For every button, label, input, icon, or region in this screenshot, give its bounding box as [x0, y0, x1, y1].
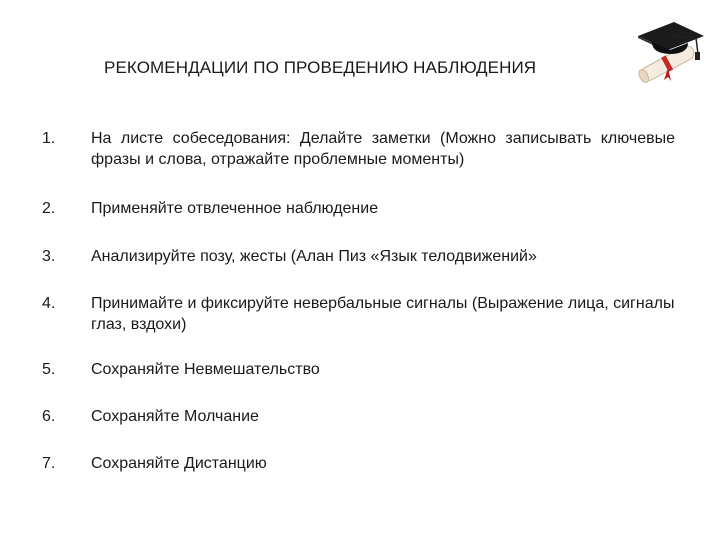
- item-text: Применяйте отвлеченное наблюдение: [91, 200, 379, 217]
- item-number: 4.: [42, 295, 56, 312]
- item-text: Сохраняйте Дистанцию: [91, 455, 267, 472]
- item-text: На листе собеседования: Делайте заметки (Можно записывать ключевые фразы и слова, отражайте проблемные моменты): [91, 130, 675, 168]
- graduation-cap-diploma-icon: [628, 14, 708, 84]
- item-number: 6.: [42, 408, 56, 425]
- item-number: 3.: [42, 248, 56, 265]
- item-number: 7.: [42, 455, 56, 472]
- item-text: Сохраняйте Молчание: [91, 408, 259, 425]
- item-number: 1.: [42, 130, 56, 147]
- item-text: Принимайте и фиксируйте невербальные сигналы (Выражение лица, сигналы глаз, вздохи): [91, 295, 675, 333]
- item-text: Анализируйте позу, жесты (Алан Пиз «Язык телодвижений»: [91, 248, 537, 265]
- page-title: РЕКОМЕНДАЦИИ ПО ПРОВЕДЕНИЮ НАБЛЮДЕНИЯ: [104, 58, 537, 77]
- item-text: Сохраняйте Невмешательство: [91, 361, 320, 378]
- item-number: 5.: [42, 361, 56, 378]
- item-number: 2.: [42, 200, 56, 217]
